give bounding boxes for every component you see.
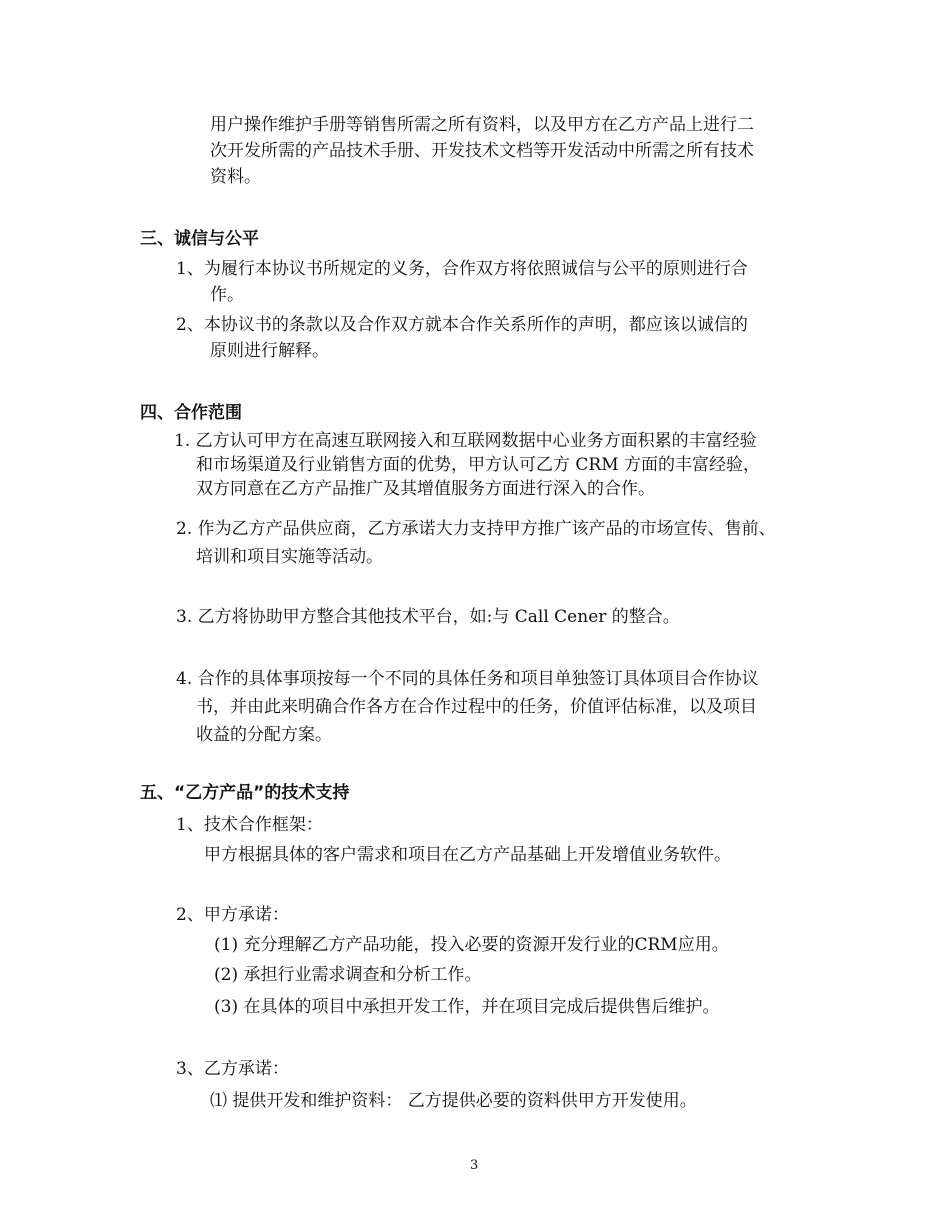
section-5-heading: 五、“乙方产品”的技术支持 — [140, 783, 350, 803]
section-3-heading: 三、诚信与公平 — [140, 229, 259, 249]
section-5-sub-1-body: 甲方根据具体的客户需求和项目在乙方产品基础上开发增值业务软件。 — [204, 845, 731, 865]
section-4-item-1-line-2: 和市场渠道及行业销售方面的优势，甲方认可乙方 CRM 方面的丰富经验， — [196, 455, 761, 475]
intro-line-1: 用户操作维护手册等销售所需之所有资料，以及甲方在乙方产品上进行二 — [210, 115, 754, 135]
intro-line-2: 次开发所需的产品技术手册、开发技术文档等开发活动中所需之所有技术 — [210, 141, 754, 161]
section-5-sub-2-item-1: (1) 充分理解乙方产品功能，投入必要的资源开发行业的CRM应用。 — [214, 935, 729, 955]
section-3-item-2-line-2: 原则进行解释。 — [210, 341, 329, 361]
section-4-item-2-line-1: 2. 作为乙方产品供应商，乙方承诺大力支持甲方推广该产品的市场宣传、售前、 — [176, 519, 776, 539]
section-4-item-3: 3. 乙方将协助甲方整合其他技术平台，如:与 Call Cener 的整合。 — [176, 607, 680, 627]
section-5-sub-2-item-3: (3) 在具体的项目中承担开发工作，并在项目完成后提供售后维护。 — [214, 997, 720, 1017]
section-3-item-2-line-1: 2、本协议书的条款以及合作双方就本合作关系所作的声明，都应该以诚信的 — [176, 315, 748, 335]
section-4-item-1-line-3: 双方同意在乙方产品推广及其增值服务方面进行深入的合作。 — [196, 479, 655, 499]
section-4-item-2-line-2: 培训和项目实施等活动。 — [196, 547, 383, 567]
page-number: 3 — [470, 1158, 479, 1173]
section-4-heading: 四、合作范围 — [140, 403, 242, 423]
intro-line-3: 资料。 — [210, 167, 261, 187]
section-3-item-1-line-2: 作。 — [210, 285, 244, 305]
section-5-sub-1-title: 1、技术合作框架： — [176, 815, 323, 835]
section-5-sub-2-title: 2、甲方承诺： — [176, 905, 289, 925]
section-5-sub-2-item-2: (2) 承担行业需求调查和分析工作。 — [214, 965, 482, 985]
section-4-item-4-line-2: 书，并由此来明确合作各方在合作过程中的任务，价值评估标准，以及项目 — [196, 697, 757, 717]
section-5-sub-3-title: 3、乙方承诺： — [176, 1059, 289, 1079]
section-4-item-4-line-1: 4. 合作的具体事项按每一个不同的具体任务和项目单独签订具体项目合作协议 — [176, 669, 759, 689]
section-4-item-4-line-3: 收益的分配方案。 — [196, 725, 332, 745]
section-3-item-1-line-1: 1、为履行本协议书所规定的义务，合作双方将依照诚信与公平的原则进行合 — [176, 259, 748, 279]
section-5-sub-3-item-1: ⑴ 提供开发和维护资料： 乙方提供必要的资料供甲方开发使用。 — [210, 1091, 697, 1111]
section-4-item-1-line-1: 1. 乙方认可甲方在高速互联网接入和互联网数据中心业务方面积累的丰富经验 — [174, 431, 757, 451]
